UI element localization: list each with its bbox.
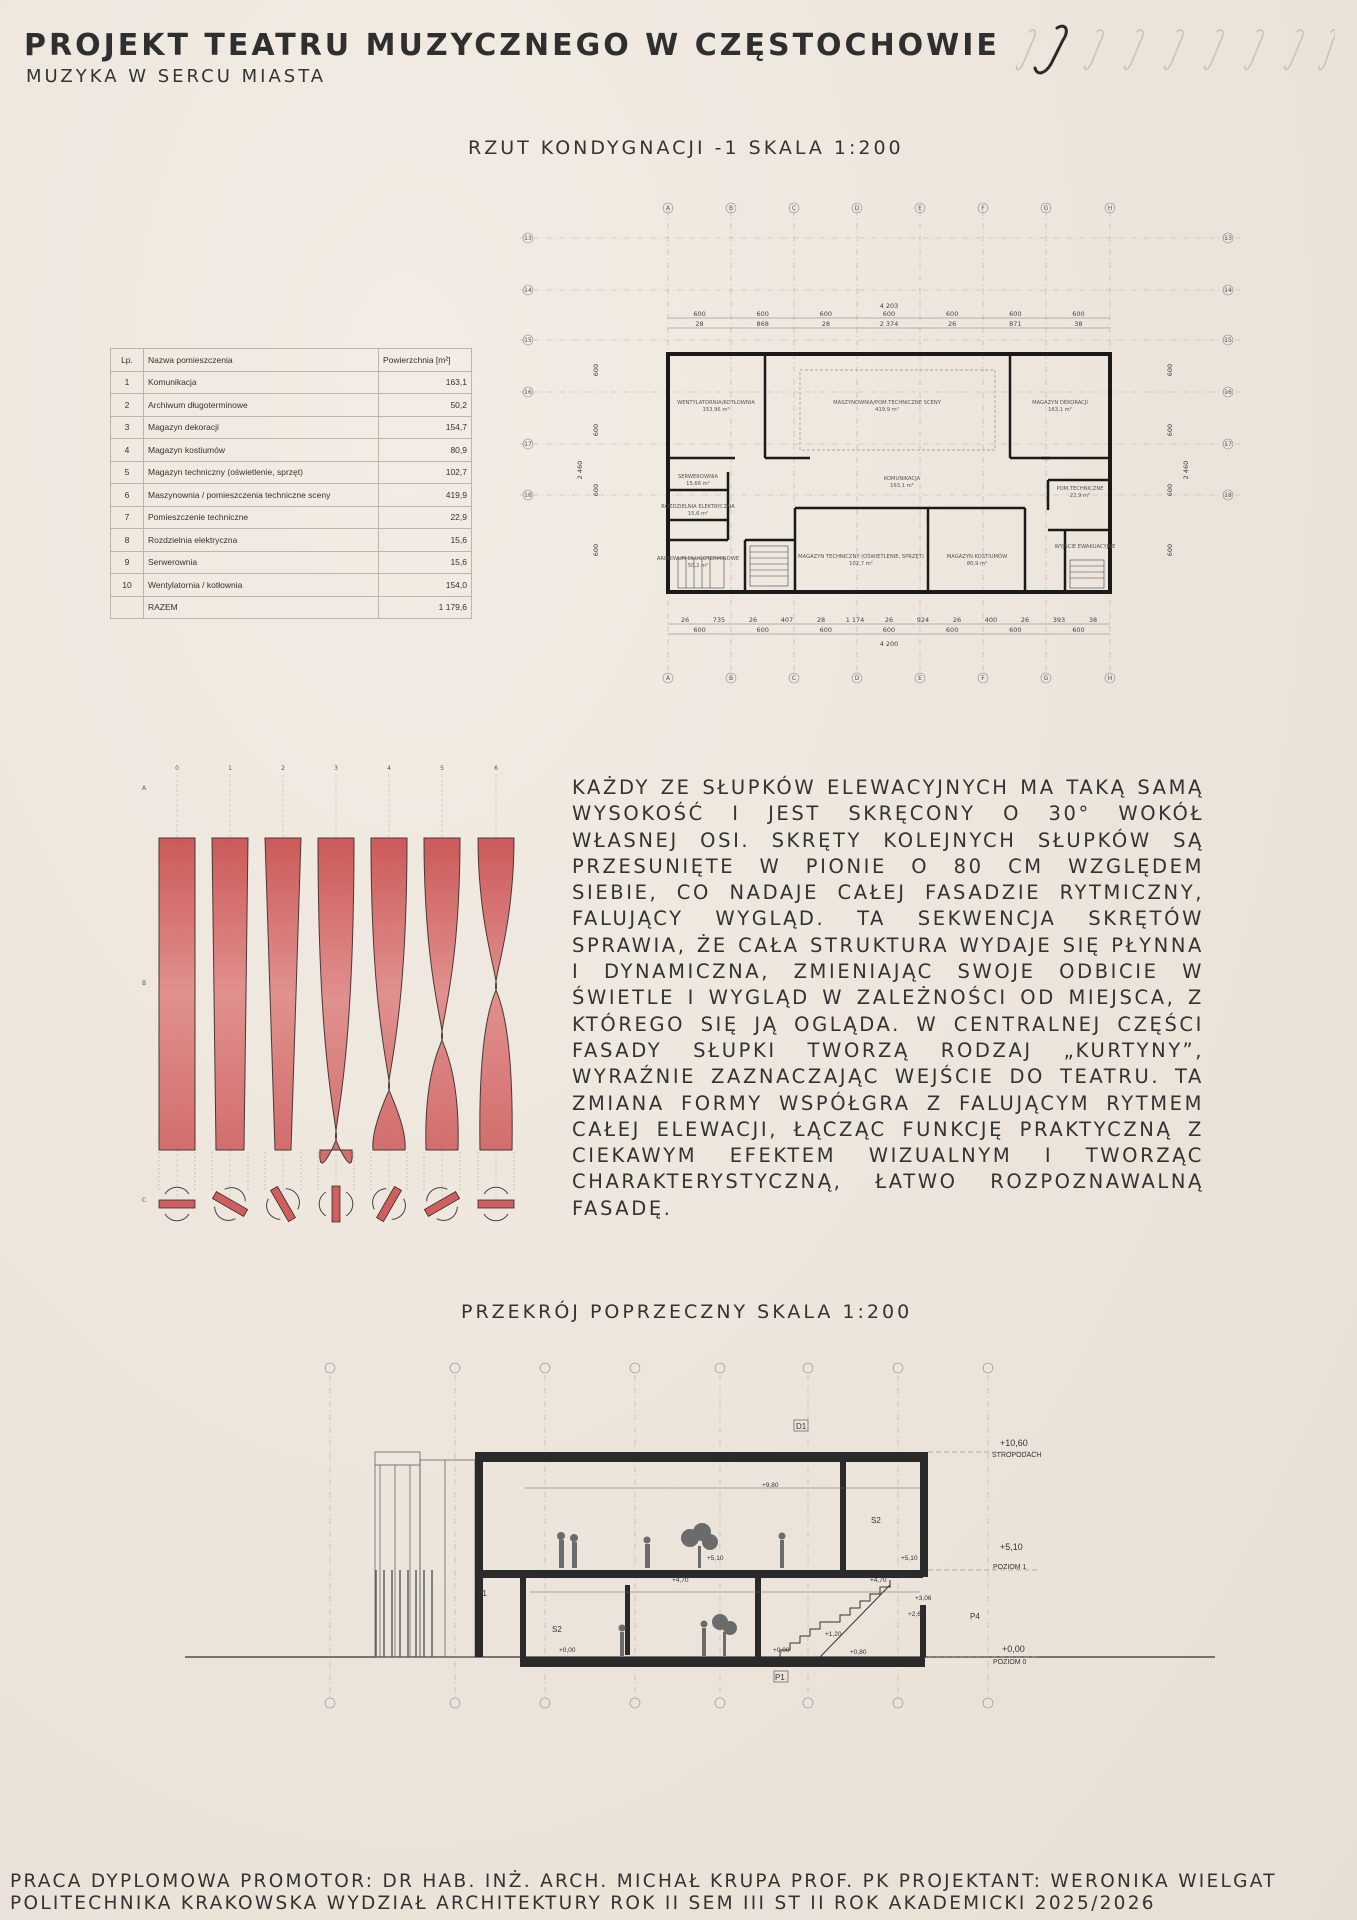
plan-axis-number: 17 [1224, 441, 1232, 448]
plan-dimension-total: 4 200 [879, 640, 899, 648]
table-cell: 7 [111, 506, 144, 529]
twisted-column [424, 838, 460, 1150]
column-plan-rotation-icon [319, 1186, 353, 1222]
column-number-label: 2 [281, 765, 285, 772]
plan-axis-letter: E [918, 675, 922, 682]
table-header-cell: Nazwa pomieszczenia [144, 349, 379, 372]
twisted-column [212, 838, 248, 1150]
table-cell: Rozdzielnia elektryczna [144, 529, 379, 552]
table-total-row [111, 596, 472, 619]
plan-axis-number: 17 [524, 441, 532, 448]
plan-dimension: 600 [1166, 483, 1174, 497]
column-plan-rotation-icon [418, 1180, 466, 1227]
table-cell: 154,7 [379, 416, 472, 439]
plan-axis-letter: H [1107, 205, 1113, 212]
plan-dimension: 600 [1166, 423, 1174, 437]
plan-dimension: 26 [1020, 616, 1030, 624]
plan-room-area: 50,2 m² [687, 563, 709, 569]
table-header-cell: Powierzchnia [m²] [379, 349, 472, 372]
label-s2a: S2 [552, 1625, 562, 1634]
total-label: RAZEM [144, 596, 379, 619]
plan-room-area: 102,7 m² [849, 561, 873, 567]
table-cell: 4 [111, 439, 144, 462]
plan-stairs [678, 546, 1104, 588]
table-row [111, 484, 472, 507]
level-0-name: POZIOM 0 [993, 1659, 1027, 1666]
table-cell: Magazyn kostiumów [144, 439, 379, 462]
plan-dimension: 26 [952, 616, 962, 624]
column-number-label: 3 [334, 765, 338, 772]
table-cell: 15,6 [379, 529, 472, 552]
plan-room-area: 163,1 m² [1048, 407, 1072, 413]
level-roof: +10,60 [1000, 1438, 1028, 1448]
table-cell: Komunikacja [144, 371, 379, 394]
plan-axis-letter: A [665, 205, 671, 212]
plan-room-area: 153,96 m² [702, 407, 730, 413]
column-number-label: 6 [494, 765, 498, 772]
plan-dimension: 600 [592, 363, 600, 377]
plan-axis-number: 15 [1224, 337, 1232, 344]
table-row [111, 416, 472, 439]
plan-axis-letter: H [1107, 675, 1113, 682]
label-p1: P1 [775, 1673, 785, 1682]
column-plan-rotation-icon [365, 1180, 412, 1228]
table-cell: Magazyn techniczny (oświetlenie, sprzęt) [144, 461, 379, 484]
twisted-column [371, 838, 407, 1150]
plan-dimension: 735 [712, 616, 726, 624]
table-cell: 6 [111, 484, 144, 507]
table-header-row [111, 349, 472, 372]
plan-room-label: WYJŚCIE EWAKUACYJNE [1054, 544, 1116, 550]
column-plan-rotation-icon [259, 1180, 306, 1228]
total-value: 1 179,6 [379, 596, 472, 619]
level-mark: +0,00 [559, 1647, 576, 1654]
footer-line-1: PRACA DYPLOMOWA PROMOTOR: DR HAB. INŻ. ARCH. MICHAŁ KRUPA PROF. PK PROJEKTANT: WERONIKA WIELGAT [10, 1871, 1277, 1892]
level-mark: +2,66 [908, 1611, 925, 1618]
table-cell: Maszynownia / pomieszczenia techniczne sceny [144, 484, 379, 507]
plan-dimension: 600 [1072, 310, 1085, 318]
table-cell: 1 [111, 371, 144, 394]
table-row [111, 574, 472, 597]
table-row [111, 371, 472, 394]
table-row [111, 506, 472, 529]
table-cell: 50,2 [379, 394, 472, 417]
table-cell: Archiwum długoterminowe [144, 394, 379, 417]
plan-dimension: 2 374 [879, 320, 899, 328]
section-stairs [770, 1580, 890, 1657]
plan-axis-letter: C [791, 205, 797, 212]
plan-dimension: 600 [693, 626, 706, 634]
plan-dimension: 600 [693, 310, 706, 318]
table-cell: Wentylatornia / kotłownia [144, 574, 379, 597]
plan-dimension: 600 [945, 310, 959, 318]
plan-axis-letter: B [728, 205, 734, 212]
plan-dimension: 600 [592, 543, 600, 557]
plan-axis-letter: B [728, 675, 734, 682]
table-cell: 5 [111, 461, 144, 484]
level-0: +0,00 [1002, 1644, 1025, 1654]
column-row-label: B [141, 980, 147, 987]
cross-section-drawing [180, 1360, 1220, 1710]
plan-dimension: 924 [916, 616, 930, 624]
column-number-label: 5 [440, 765, 444, 772]
plan-dimension: 2 460 [576, 460, 584, 480]
table-cell: 10 [111, 574, 144, 597]
plan-room-label: MAGAZYN TECHNICZNY (OŚWIETLENIE, SPRZĘT) [798, 554, 924, 560]
plan-axis-letter: E [918, 205, 922, 212]
plan-dimension: 600 [819, 626, 833, 634]
column-row-label: C [141, 1197, 147, 1204]
table-cell: 9 [111, 551, 144, 574]
table-cell: Magazyn dekoracji [144, 416, 379, 439]
plan-dimension: 26 [680, 616, 690, 624]
twisted-columns-drawing [140, 760, 520, 1230]
section-title: PRZEKRÓJ POPRZECZNY SKALA 1:200 [461, 1301, 913, 1323]
plan-dimension: 600 [592, 483, 600, 497]
table-row [111, 461, 472, 484]
plan-dimension: 868 [756, 320, 769, 328]
plan-room-label: KOMUNIKACJA [883, 476, 921, 482]
plan-dimension: 407 [780, 616, 794, 624]
plan-dimension: 2 460 [1182, 460, 1190, 480]
plan-dimension: 26 [884, 616, 894, 624]
plan-axis-number: 14 [1224, 287, 1232, 294]
plan-dimension: 600 [1009, 310, 1022, 318]
table-cell: 154,0 [379, 574, 472, 597]
level-mark: +0,80 [850, 1649, 867, 1656]
column-plan-rotation-icon [159, 1187, 195, 1221]
plan-dimension: 28 [816, 616, 826, 624]
level-mark: +0,00 [773, 1647, 790, 1654]
section-facade-columns [375, 1452, 475, 1657]
plan-room-label: ROZDZIELNIA ELEKTRYCZNA [661, 504, 735, 510]
column-row-label: A [141, 785, 147, 792]
level-mark: +4,70 [672, 1577, 689, 1584]
plan-room-label: MASZYNOWNIA/POM.TECHNICZNE SCENY [833, 400, 941, 406]
plan-dimension: 38 [1074, 320, 1083, 328]
facade-description: KAŻDY ZE SŁUPKÓW ELEWACYJNYCH MA TAKĄ SAMĄ WYSOKOŚĆ I JEST SKRĘCONY O 30° WOKÓŁ WŁASNEJ OSI. SKRĘTY KOLEJNYCH SŁUPKÓW SĄ PRZESUNIĘTE W PIONIE O 80 CM WZGLĘDEM SIEBIE, CO NADAJE CAŁEJ FASADZIE RYTMICZNY, FALUJĄCY WYGLĄD. TA SEKWENCJA SKRĘTÓW SPRAWIA, ŻE CAŁA STRUKTURA WYDAJE SIĘ PŁYNNA I DYNAMICZNA, ZMIENIAJĄC SWOJE ODBICIE W ŚWIETLE I WYGLĄD W ZALEŻNOŚCI OD MIEJSCA, Z KTÓREGO SIĘ JĄ OGLĄDA. W CENTRALNEJ CZĘŚCI FASADY SŁUPKI TWORZĄ RODZAJ „KURTYNY”, WYRAŹNIE ZAZNACZAJĄC WEJŚCIE DO TEATRU. TA ZMIANA FORMY WSPÓŁGRA Z FALUJĄCYM RYTMEM CAŁEJ ELEWACJI, ŁĄCZĄC FUNKCJĘ PRAKTYCZNĄ Z CIEKAWYM EFEKTEM WIZUALNYM I TWORZĄC CHARAKTERYSTYCZNĄ, ŁATWO ROZPOZNAWALNĄ FASADĘ. [572, 776, 1204, 1220]
plan-dimension: 600 [1166, 543, 1174, 557]
table-cell: 419,9 [379, 484, 472, 507]
plan-axis-letter: F [981, 675, 985, 682]
plan-room-area: 80,9 m² [966, 561, 988, 567]
table-cell: 2 [111, 394, 144, 417]
integral-logo-icon [1015, 18, 1335, 82]
plan-room-label: SERWEROWNIA [677, 474, 719, 480]
table-cell: 8 [111, 529, 144, 552]
footer-line-2: POLITECHNIKA KRAKOWSKA WYDZIAŁ ARCHITEKTURY ROK II SEM III ST II ROK AKADEMICKI 2025/2026 [10, 1893, 1156, 1914]
level-roof-name: STROPODACH [992, 1452, 1042, 1459]
plan-axis-letter: A [665, 675, 671, 682]
plan-dimension: 600 [592, 423, 600, 437]
column-plan-rotation-icon [478, 1187, 514, 1221]
level-mark: +4,70 [870, 1577, 887, 1584]
plan-dimension: 600 [1072, 626, 1085, 634]
plan-room-area: 419,9 m² [875, 407, 899, 413]
plan-axis-number: 15 [524, 337, 532, 344]
column-number-label: 4 [387, 765, 391, 772]
column-number-label: 0 [175, 765, 179, 772]
plan-axis-letter: D [854, 205, 860, 212]
label-s1: S1 [477, 1589, 487, 1598]
plan-axis-letter: G [1043, 205, 1049, 212]
plan-room-label: MAGAZYN KOSTIUMÓW [946, 554, 1008, 560]
rooms-table [110, 348, 472, 619]
twisted-column [159, 838, 195, 1150]
floor-plan-drawing [520, 190, 1240, 720]
plan-dimension: 600 [1009, 626, 1022, 634]
page-title: PROJEKT TEATRU MUZYCZNEGO W CZĘSTOCHOWIE [24, 28, 1000, 63]
twisted-column [265, 838, 301, 1150]
plan-dimension: 1 174 [845, 616, 865, 624]
plan-room-area: 15,66 m² [686, 481, 710, 487]
table-row [111, 551, 472, 574]
plan-room-area: 163,1 m² [890, 483, 914, 489]
twisted-column [478, 838, 514, 1150]
plan-axis-number: 13 [1224, 235, 1232, 242]
plan-axis-number: 16 [1224, 389, 1232, 396]
plan-axis-letter: F [981, 205, 985, 212]
plan-axis-number: 14 [524, 287, 532, 294]
table-row [111, 529, 472, 552]
plan-axis-number: 13 [524, 235, 532, 242]
plan-axis-letter: G [1043, 675, 1049, 682]
label-p4: P4 [970, 1612, 980, 1621]
column-plan-rotation-icon [206, 1180, 254, 1227]
plan-room-area: 22,9 m² [1069, 493, 1091, 499]
section-structure [475, 1452, 928, 1667]
plan-dimension: 393 [1052, 616, 1066, 624]
plan-dimension: 26 [748, 616, 758, 624]
table-row [111, 439, 472, 462]
level-1-name: POZIOM 1 [993, 1564, 1027, 1571]
plan-dimension-total: 4 203 [879, 302, 899, 310]
plan-dimension: 600 [756, 626, 769, 634]
plan-dimension: 26 [948, 320, 957, 328]
plan-axis-number: 18 [524, 492, 532, 499]
column-number-label: 1 [228, 765, 232, 772]
plan-dimension: 28 [695, 320, 704, 328]
label-s2b: S2 [871, 1516, 881, 1525]
plan-dimension: 600 [1166, 363, 1174, 377]
level-mark: +3,06 [915, 1595, 932, 1602]
table-cell: Pomieszczenie techniczne [144, 506, 379, 529]
table-cell: 163,1 [379, 371, 472, 394]
plan-dimension: 38 [1088, 616, 1098, 624]
plan-dimension: 600 [882, 626, 896, 634]
level-mark: +5,10 [707, 1555, 724, 1562]
section-figures [557, 1523, 786, 1656]
plan-room-area: 15,6 m² [687, 511, 709, 517]
plan-title: RZUT KONDYGNACJI -1 SKALA 1:200 [468, 137, 904, 159]
plan-room-label: ARCHIWUM DŁUGOTERMINOWE [656, 556, 740, 562]
plan-room-label: WENTYLATORNIA/KOTŁOWNIA [677, 400, 755, 406]
plan-dimension: 600 [882, 310, 896, 318]
twisted-column [318, 838, 354, 1163]
plan-axis-number: 18 [1224, 492, 1232, 499]
plan-dimension: 28 [821, 320, 830, 328]
plan-dimension: 871 [1009, 320, 1022, 328]
plan-room-label: MAGAZYN DEKORACJI [1032, 400, 1088, 406]
plan-dimension: 600 [819, 310, 833, 318]
plan-axis-letter: C [791, 675, 797, 682]
label-d1: D1 [796, 1422, 807, 1431]
level-mark: +5,10 [901, 1555, 918, 1562]
table-cell: 102,7 [379, 461, 472, 484]
table-cell: 22,9 [379, 506, 472, 529]
table-cell: 80,9 [379, 439, 472, 462]
table-row [111, 394, 472, 417]
table-header-cell: Lp. [111, 349, 144, 372]
table-cell: Serwerownia [144, 551, 379, 574]
plan-dimension: 400 [984, 616, 998, 624]
plan-axis-number: 16 [524, 389, 532, 396]
plan-dimension: 600 [756, 310, 769, 318]
table-cell: 3 [111, 416, 144, 439]
plan-room-label: POM.TECHNICZNE [1056, 486, 1104, 492]
level-1: +5,10 [1000, 1542, 1023, 1552]
plan-axis-letter: D [854, 675, 860, 682]
level-mark: +9,80 [762, 1482, 779, 1489]
level-mark: +1,20 [825, 1631, 842, 1638]
table-cell: 15,6 [379, 551, 472, 574]
page-subtitle: MUZYKA W SERCU MIASTA [26, 66, 327, 87]
plan-dimension: 600 [945, 626, 959, 634]
